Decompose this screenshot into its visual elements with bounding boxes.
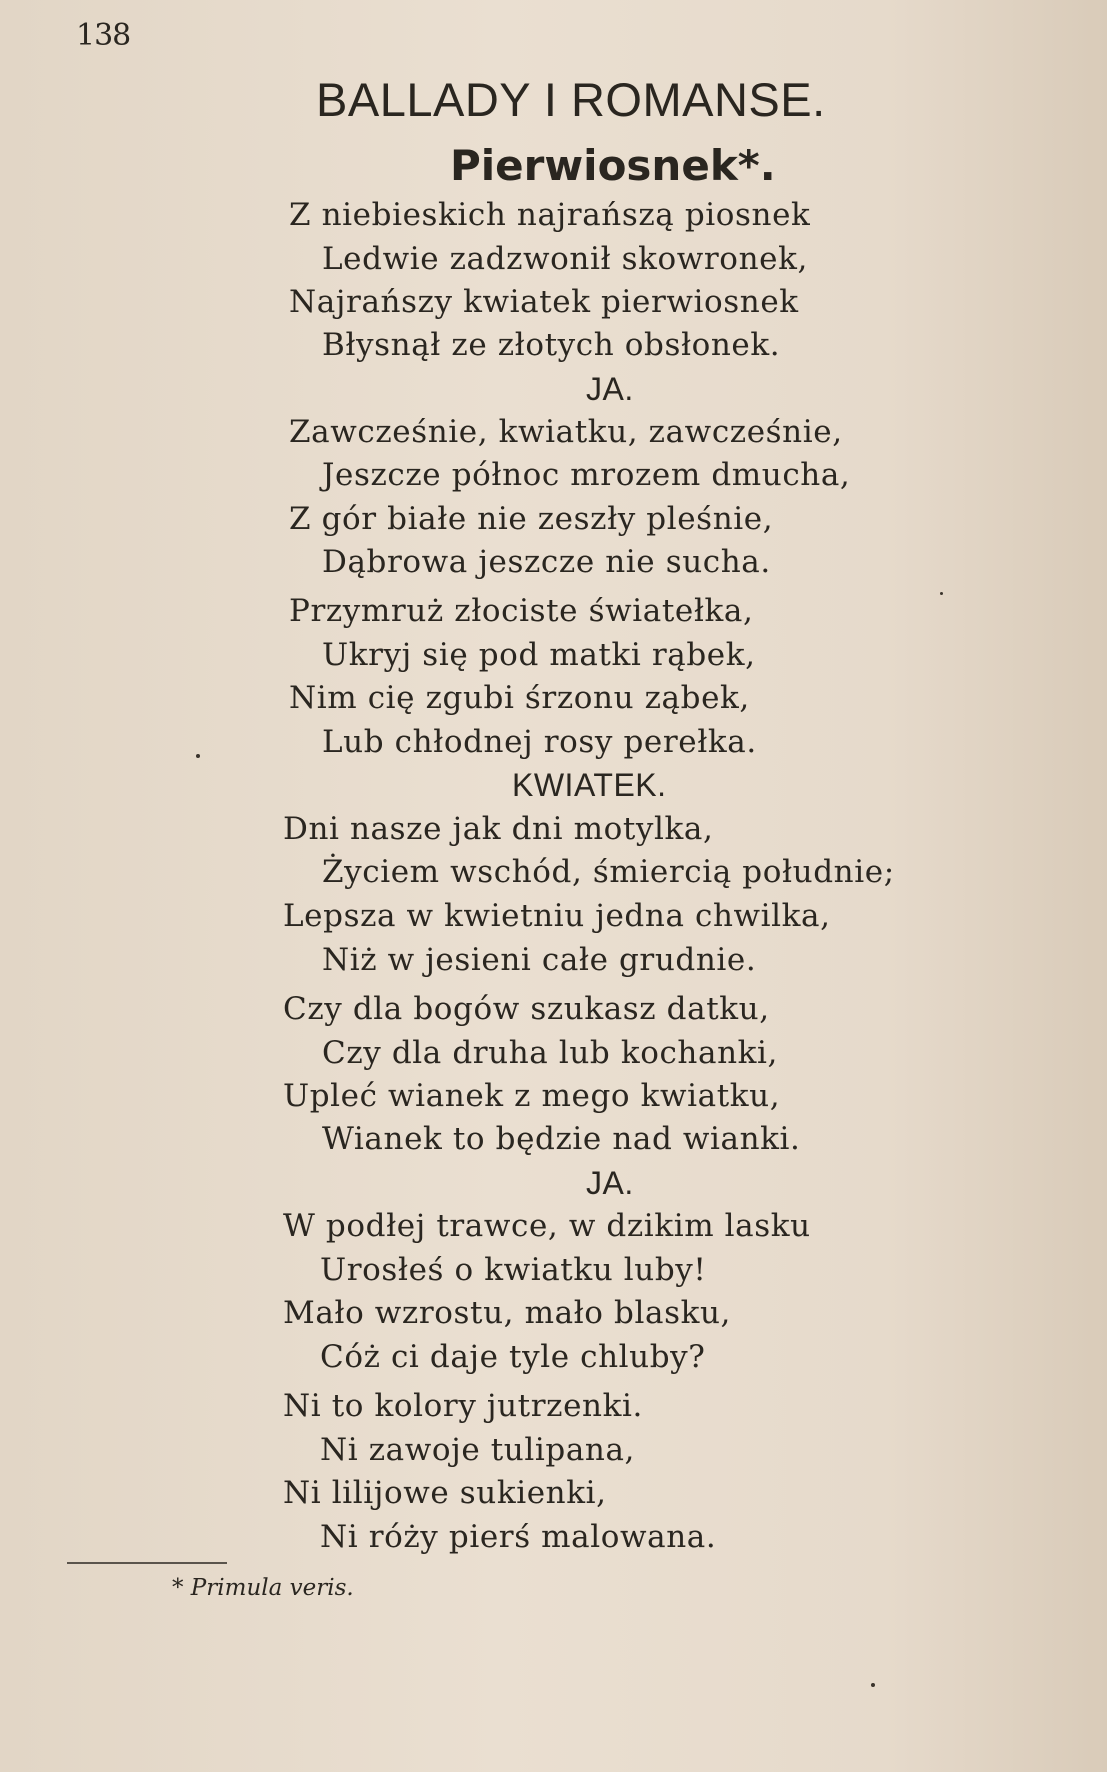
paper-speck bbox=[871, 1683, 875, 1687]
poem-line: Dni nasze jak dni motylka, bbox=[283, 811, 714, 847]
footnote: * Primula veris. bbox=[172, 1575, 354, 1601]
poem-line: Cóż ci daje tyle chluby? bbox=[320, 1339, 706, 1375]
speaker-label: JA. bbox=[586, 1165, 634, 1201]
poem-line: Ni róży pierś malowana. bbox=[320, 1519, 717, 1555]
poem-line: Zawcześnie, kwiatku, zawcześnie, bbox=[289, 414, 843, 450]
poem-line: Lub chłodnej rosy perełka. bbox=[322, 724, 757, 760]
page-number: 138 bbox=[76, 18, 131, 53]
poem-line: Z niebieskich najrańszą piosnek bbox=[289, 197, 811, 233]
poem-line: Upleć wianek z mego kwiatku, bbox=[283, 1078, 781, 1114]
poem-line: Ledwie zadzwonił skowronek, bbox=[322, 241, 808, 277]
footnote-rule bbox=[67, 1562, 227, 1564]
poem-line: Nim cię zgubi śrzonu ząbek, bbox=[289, 680, 750, 716]
poem-line: Ukryj się pod matki rąbek, bbox=[322, 637, 756, 673]
poem-line: Mało wzrostu, mało blasku, bbox=[283, 1295, 731, 1331]
poem-line: Ni zawoje tulipana, bbox=[320, 1432, 635, 1468]
poem-line: Lepsza w kwietniu jedna chwilka, bbox=[283, 898, 831, 934]
poem-line: Ni lilijowe sukienki, bbox=[283, 1475, 607, 1511]
poem-line: Czy dla druha lub kochanki, bbox=[322, 1035, 778, 1071]
poem-line: Niż w jesieni całe grudnie. bbox=[322, 942, 757, 978]
poem-line: Przymruż złociste światełka, bbox=[289, 593, 754, 629]
poem-title: Pierwiosnek*. bbox=[450, 141, 776, 190]
poem-line: Najrańszy kwiatek pierwiosnek bbox=[289, 284, 799, 320]
speaker-label: JA. bbox=[586, 371, 634, 407]
speaker-label: KWIATEK. bbox=[512, 767, 667, 803]
poem-line: Urosłeś o kwiatku luby! bbox=[320, 1252, 707, 1288]
poem-line: Ni to kolory jutrzenki. bbox=[283, 1388, 643, 1424]
running-head: BALLADY I ROMANSE. bbox=[316, 73, 826, 126]
poem-line: Błysnął ze złotych obsłonek. bbox=[322, 327, 781, 363]
poem-line: Życiem wschód, śmiercią południe; bbox=[322, 854, 895, 890]
poem-line: Wianek to będzie nad wianki. bbox=[322, 1121, 801, 1157]
paper-speck bbox=[196, 754, 200, 758]
poem-line: Czy dla bogów szukasz datku, bbox=[283, 991, 770, 1027]
poem-line: W podłej trawce, w dzikim lasku bbox=[283, 1208, 811, 1244]
poem-line: Jeszcze północ mrozem dmucha, bbox=[322, 457, 851, 493]
paper-speck bbox=[940, 592, 943, 595]
poem-line: Dąbrowa jeszcze nie sucha. bbox=[322, 544, 771, 580]
poem-line: Z gór białe nie zeszły pleśnie, bbox=[289, 501, 774, 537]
